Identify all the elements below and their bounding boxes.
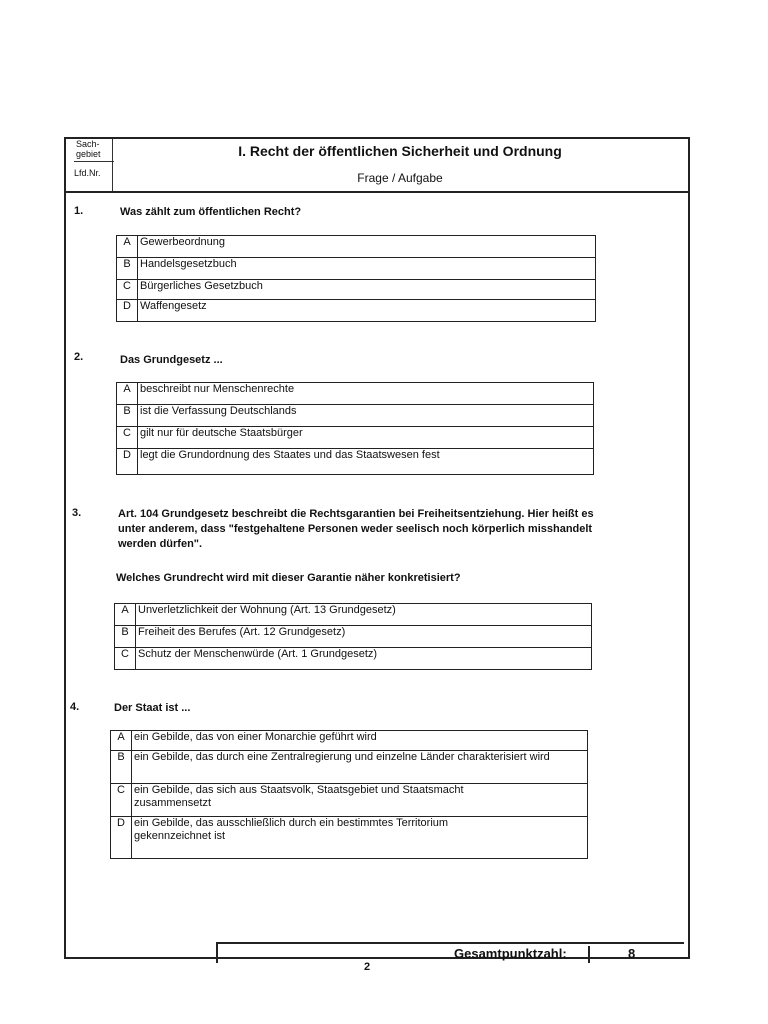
answer-key: A <box>117 236 138 258</box>
exam-sheet <box>64 137 690 959</box>
answer-key: A <box>111 731 132 751</box>
answer-row <box>115 626 592 648</box>
question-number: 1. <box>74 205 84 217</box>
answer-row <box>117 405 594 427</box>
field-sachgebiet: Sach- gebiet <box>74 139 114 162</box>
answer-option[interactable]: Handelsgesetzbuch <box>138 258 596 280</box>
answer-option[interactable]: ein Gebilde, das ausschließlich durch ein bestimmtes Territorium gekennzeichnet ist <box>132 817 588 859</box>
page-number: 2 <box>364 961 371 973</box>
field-lfd-nr: Lfd.Nr. <box>74 168 101 178</box>
answer-row <box>111 817 588 859</box>
question-text: Der Staat ist ... <box>114 702 191 714</box>
question-text: Das Grundgesetz ... <box>120 354 223 366</box>
question-text: Was zählt zum öffentlichen Recht? <box>120 206 302 218</box>
answer-key: C <box>115 648 136 670</box>
answer-option[interactable]: legt die Grundordnung des Staates und das Staatswesen fest <box>138 449 594 475</box>
answer-table <box>110 730 588 859</box>
answer-option[interactable]: Bürgerliches Gesetzbuch <box>138 280 596 300</box>
answer-row <box>115 604 592 626</box>
answer-option[interactable]: ein Gebilde, das durch eine Zentralregierung und einzelne Länder charakterisiert wird <box>132 751 588 784</box>
answer-key: D <box>117 300 138 322</box>
answer-key: C <box>117 427 138 449</box>
total-score-value: 8 <box>628 946 636 961</box>
answer-row <box>117 383 594 405</box>
answer-key: B <box>117 258 138 280</box>
sheet-header <box>66 139 688 193</box>
question-number: 4. <box>70 701 80 713</box>
answer-row <box>117 449 594 475</box>
answer-option[interactable]: Gewerbeordnung <box>138 236 596 258</box>
answer-key: C <box>111 784 132 817</box>
answer-option[interactable]: Freiheit des Berufes (Art. 12 Grundgesetz) <box>136 626 592 648</box>
answer-table <box>114 603 592 670</box>
total-score-label: Gesamtpunktzahl: <box>454 946 590 963</box>
answer-key: B <box>115 626 136 648</box>
answer-option[interactable]: Waffengesetz <box>138 300 596 322</box>
answer-row <box>115 648 592 670</box>
question-number: 2. <box>74 351 84 363</box>
answer-option[interactable]: ein Gebilde, das von einer Monarchie geführt wird <box>132 731 588 751</box>
answer-key: A <box>117 383 138 405</box>
column-heading: Frage / Aufgabe <box>357 171 443 185</box>
answer-option[interactable]: Unverletzlichkeit der Wohnung (Art. 13 Grundgesetz) <box>136 604 592 626</box>
answer-row <box>117 427 594 449</box>
answer-key: B <box>117 405 138 427</box>
question-prompt: Welches Grundrecht wird mit dieser Garantie näher konkretisiert? <box>116 572 461 584</box>
header-field-column <box>66 139 113 191</box>
total-score-box <box>216 942 684 963</box>
answer-option[interactable]: Schutz der Menschenwürde (Art. 1 Grundgesetz) <box>136 648 592 670</box>
answer-key: D <box>111 817 132 859</box>
answer-key: D <box>117 449 138 475</box>
answer-table <box>116 382 594 475</box>
answer-row <box>111 784 588 817</box>
page-title: I. Recht der öffentlichen Sicherheit und Ordnung <box>238 143 562 159</box>
answer-row <box>111 751 588 784</box>
answer-option[interactable]: beschreibt nur Menschenrechte <box>138 383 594 405</box>
question-number: 3. <box>72 507 82 519</box>
answer-option[interactable]: gilt nur für deutsche Staatsbürger <box>138 427 594 449</box>
answer-key: B <box>111 751 132 784</box>
question-text: Art. 104 Grundgesetz beschreibt die Rechtsgarantien bei Freiheitsentziehung. Hier heißt es unter anderem, dass "festgehaltene Personen weder seelisch noch körperlich misshandelt werden dürfen". <box>118 508 594 550</box>
answer-row <box>111 731 588 751</box>
answer-table <box>116 235 596 322</box>
answer-key: A <box>115 604 136 626</box>
answer-option[interactable]: ein Gebilde, das sich aus Staatsvolk, Staatsgebiet und Staatsmacht zusammensetzt <box>132 784 588 817</box>
answer-option[interactable]: ist die Verfassung Deutschlands <box>138 405 594 427</box>
answer-row <box>117 300 596 322</box>
answer-key: C <box>117 280 138 300</box>
answer-row <box>117 236 596 258</box>
answer-row <box>117 258 596 280</box>
answer-row <box>117 280 596 300</box>
